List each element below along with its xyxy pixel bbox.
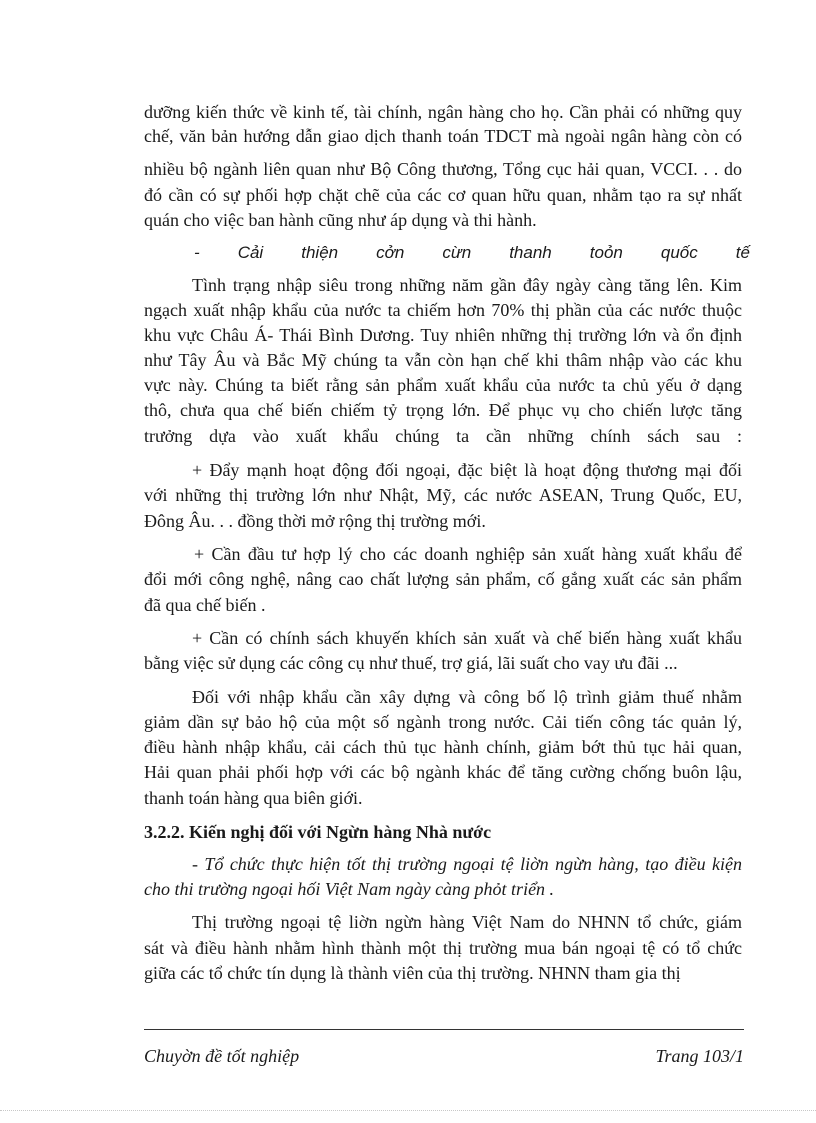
paragraph-line: giảm dần sự bảo hộ của một số ngành trong nước. Cải tiến công tác quản lý, [144,712,742,732]
subheading-word: toỏn [589,243,623,262]
italic-line: cho thi trường ngoại hối Việt Nam ngày càng phỏt triển . [144,879,555,899]
page-bottom-edge [0,1110,816,1111]
paragraph-line: + Cần có chính sách khuyến khích sản xuất và chế biến hàng xuất khẩu [192,628,742,648]
section-heading: 3.2.2. Kiến nghị đối với Ngừn hàng Nhà nước [144,822,492,842]
paragraph-line: nhiều bộ ngành liên quan như Bộ Công thương, Tổng cục hải quan, VCCI. . . do [144,159,742,179]
subheading-word: - [194,243,200,262]
paragraph-line: đã qua chế biến . [144,595,266,615]
footer-rule [144,1029,744,1030]
paragraph-line: chế, văn bản hướng dẫn giao dịch thanh toán TDCT mà ngoài ngân hàng còn có [144,126,742,146]
italic-line: - Tổ chức thực hiện tốt thị trường ngoại tệ liờn ngừn hàng, tạo điều kiện [192,854,742,874]
subheading-word: tế [735,243,750,262]
paragraph-line: Đông Âu. . . đồng thời mở rộng thị trường mới. [144,511,486,531]
paragraph-line: dưỡng kiến thức về kinh tế, tài chính, ngân hàng cho họ. Cần phải có những quy [144,102,742,122]
paragraph-line: bằng việc sử dụng các công cụ như thuế, trợ giá, lãi suất cho vay ưu đãi ... [144,653,678,673]
paragraph-line: khu vực Châu Á- Thái Bình Dương. Tuy nhiên những thị trường lớn và ổn định [144,325,742,345]
section-subheading [194,241,750,265]
paragraph-line: Tình trạng nhập siêu trong những năm gần đây ngày càng tăng lên. Kim [192,275,742,295]
paragraph-line: + Cần đầu tư hợp lý cho các doanh nghiệp sản xuất hàng xuất khẩu để [194,544,742,564]
page-number: Trang 103/1 [655,1046,744,1066]
paragraph-line: giữa các tổ chức tín dụng là thành viên của thị trường. NHNN tham gia thị [144,963,681,983]
paragraph-line: thanh toán hàng qua biên giới. [144,788,363,808]
paragraph-line: ngạch xuất nhập khẩu của nước ta chiếm hơn 70% thị phần của các nước thuộc [144,300,742,320]
paragraph-line: như Tây Âu và Bắc Mỹ chúng ta vẫn còn hạn chế khi thâm nhập vào các khu [144,350,742,370]
paragraph-line: + Đẩy mạnh hoạt động đối ngoại, đặc biệt là hoạt động thương mại đối [192,460,742,480]
paragraph-line: quán cho việc ban hành cũng như áp dụng và thi hành. [144,210,537,230]
subheading-word: quốc [660,243,698,262]
paragraph-line: với những thị trường lớn như Nhật, Mỹ, các nước ASEAN, Trung Quốc, EU, [144,485,742,505]
paragraph-line: vực này. Chúng ta biết rằng sản phẩm xuất khẩu của nước ta chủ yếu ở dạng [144,375,742,395]
paragraph-line: Đối với nhập khẩu cần xây dựng và công bố lộ trình giảm thuế nhằm [192,687,742,707]
paragraph-line: thô, chưa qua chế biến chiếm tỷ trọng lớn. Để phục vụ cho chiến lược tăng [144,400,742,420]
footer-title: Chuyờn đề tốt nghiệp [144,1046,300,1066]
paragraph-line: Thị trường ngoại tệ liờn ngừn hàng Việt Nam do NHNN tổ chức, giám [192,912,742,932]
subheading-word: thiện [301,243,339,262]
subheading-word: Cải [237,243,264,262]
paragraph-line: đó cần có sự phối hợp chặt chẽ của các cơ quan hữu quan, nhằm tạo ra sự nhất [144,185,742,205]
paragraph-line: trưởng dựa vào xuất khẩu chúng ta cần những chính sách sau : [144,426,742,446]
subheading-word: cởn [376,243,405,262]
paragraph-line: sát và điều hành nhằm hình thành một thị trường mua bán ngoại tệ có tổ chức [144,938,742,958]
paragraph-line: Hải quan phải phối hợp với các bộ ngành khác để tăng cường chống buôn lậu, [144,762,742,782]
subheading-word: cừn [442,243,472,262]
paragraph-line: đổi mới công nghệ, nâng cao chất lượng sản phẩm, cố gắng xuất các sản phẩm [144,569,742,589]
subheading-word: thanh [509,243,552,262]
paragraph-line: điều hành nhập khẩu, cải cách thủ tục hành chính, giảm bớt thủ tục hải quan, [144,737,742,757]
